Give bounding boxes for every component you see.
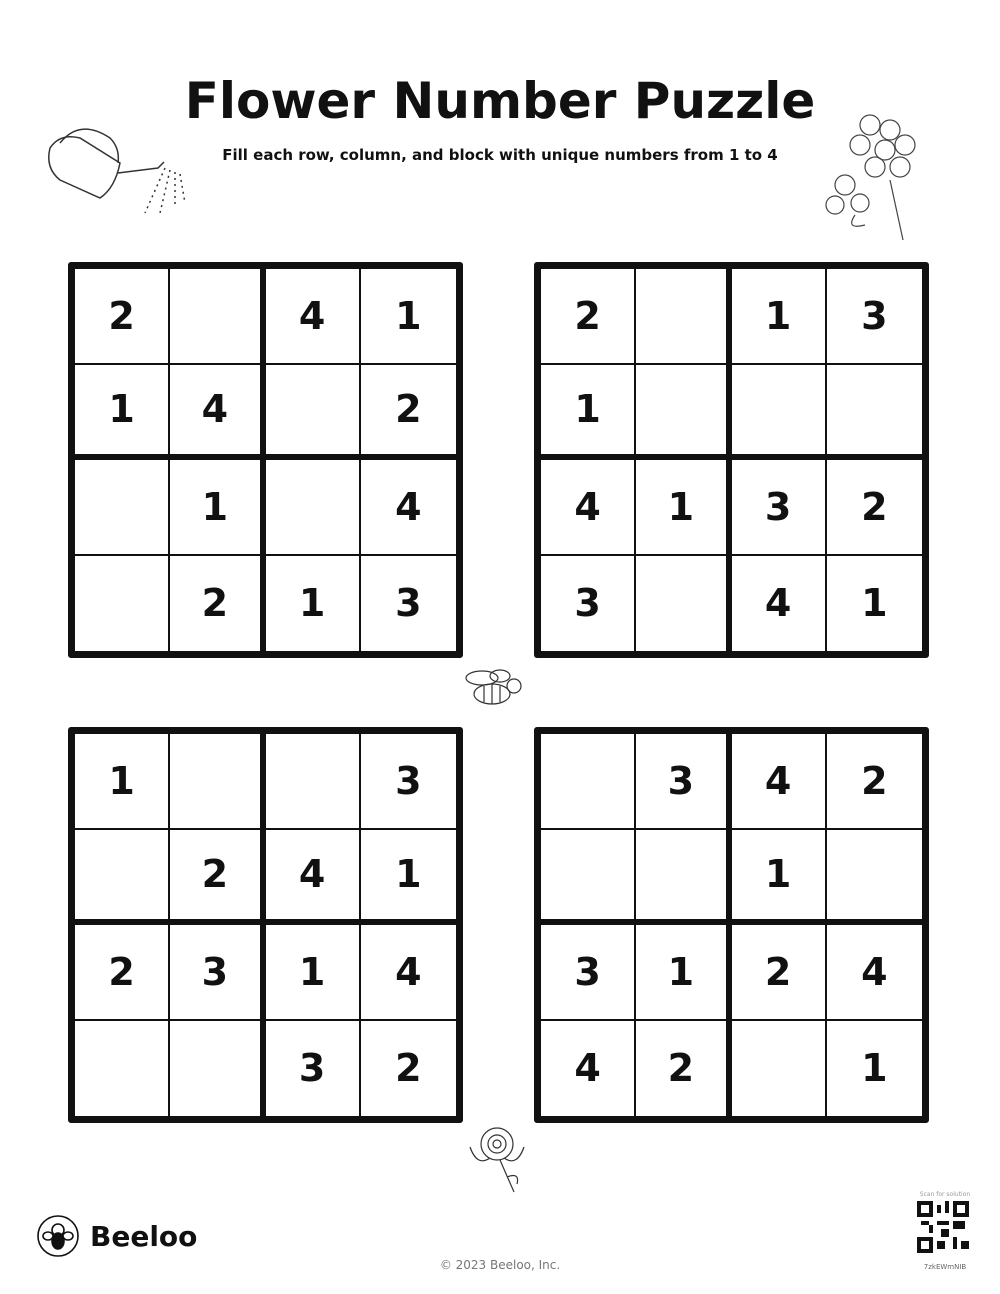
puzzle-cell[interactable]: 1	[266, 925, 361, 1021]
puzzle-cell[interactable]	[732, 1021, 827, 1117]
puzzle-cell[interactable]: 3	[541, 925, 636, 1021]
puzzle-cell[interactable]: 1	[361, 830, 456, 926]
puzzle-cell[interactable]: 4	[170, 365, 265, 461]
puzzle-cell[interactable]: 1	[75, 365, 170, 461]
puzzle-cell[interactable]: 2	[636, 1021, 731, 1117]
puzzle-cell[interactable]	[266, 734, 361, 830]
puzzle-cell[interactable]: 2	[732, 925, 827, 1021]
puzzle-cell[interactable]	[636, 830, 731, 926]
qr-code-id: 7zkEWmNIB	[923, 1263, 967, 1271]
puzzle-cell[interactable]: 4	[541, 460, 636, 556]
puzzle-cell[interactable]: 1	[75, 734, 170, 830]
qr-label: Scan for solution	[919, 1191, 971, 1198]
puzzle-cell[interactable]	[541, 830, 636, 926]
puzzle-cell[interactable]: 4	[361, 925, 456, 1021]
puzzle-cell[interactable]: 1	[732, 269, 827, 365]
copyright: © 2023 Beeloo, Inc.	[439, 1258, 561, 1272]
puzzle-cell[interactable]: 2	[170, 556, 265, 652]
puzzle-cell[interactable]	[636, 556, 731, 652]
puzzle-cell[interactable]	[827, 365, 922, 461]
puzzle-1	[68, 262, 463, 658]
puzzle-cell[interactable]	[75, 1021, 170, 1117]
puzzle-cell[interactable]: 1	[732, 830, 827, 926]
puzzle-cell[interactable]	[636, 365, 731, 461]
puzzle-cell[interactable]: 4	[732, 556, 827, 652]
puzzle-cell[interactable]: 4	[732, 734, 827, 830]
puzzle-cell[interactable]	[170, 269, 265, 365]
puzzle-2	[534, 262, 929, 658]
puzzle-cell[interactable]	[541, 734, 636, 830]
bee-icon	[462, 664, 532, 714]
instructions: Fill each row, column, and block with unique numbers from 1 to 4	[222, 146, 778, 164]
puzzle-cell[interactable]	[827, 830, 922, 926]
qr-code[interactable]	[917, 1201, 969, 1253]
puzzle-cell[interactable]: 2	[361, 365, 456, 461]
puzzle-cell[interactable]	[170, 734, 265, 830]
puzzle-cell[interactable]: 1	[861, 1046, 888, 1091]
puzzle-cell[interactable]	[170, 1021, 265, 1117]
bee-logo-icon	[36, 1214, 80, 1258]
puzzle-cell[interactable]: 3	[266, 1021, 361, 1117]
puzzle-cell[interactable]: 1	[636, 925, 731, 1021]
puzzle-cell[interactable]: 1	[541, 365, 636, 461]
puzzle-cell[interactable]: 2	[827, 734, 922, 830]
puzzle-cell[interactable]: 2	[170, 830, 265, 926]
puzzle-cell[interactable]: 1	[861, 581, 888, 626]
puzzle-cell[interactable]	[636, 269, 731, 365]
brand-logo	[36, 1214, 197, 1258]
puzzle-cell[interactable]: 2	[541, 269, 636, 365]
puzzle-cell[interactable]: 4	[266, 269, 361, 365]
puzzle-cell[interactable]: 4	[827, 925, 922, 1021]
puzzle-cell[interactable]: 3	[395, 581, 422, 626]
puzzle-cell[interactable]: 3	[170, 925, 265, 1021]
puzzle-cell[interactable]: 1	[361, 269, 456, 365]
rose-icon	[462, 1122, 532, 1194]
puzzle-3	[68, 727, 463, 1123]
puzzle-cell[interactable]: 3	[827, 269, 922, 365]
puzzle-cell[interactable]	[75, 556, 170, 652]
puzzle-cell[interactable]: 2	[75, 925, 170, 1021]
puzzle-cell[interactable]: 2	[75, 269, 170, 365]
puzzle-cell[interactable]	[266, 460, 361, 556]
puzzle-cell[interactable]: 3	[636, 734, 731, 830]
page-title: Flower Number Puzzle	[184, 72, 816, 130]
puzzle-cell[interactable]: 3	[541, 556, 636, 652]
puzzle-cell[interactable]: 4	[361, 460, 456, 556]
puzzle-cell[interactable]: 1	[170, 460, 265, 556]
watering-can-icon	[40, 118, 190, 223]
puzzle-cell[interactable]: 3	[361, 734, 456, 830]
puzzle-cell[interactable]	[732, 365, 827, 461]
puzzle-cell[interactable]: 1	[266, 556, 361, 652]
puzzle-cell[interactable]	[75, 460, 170, 556]
brand-name: Beeloo	[90, 1219, 198, 1253]
puzzle-4	[534, 727, 929, 1123]
puzzle-cell[interactable]: 1	[636, 460, 731, 556]
puzzle-cell[interactable]	[75, 830, 170, 926]
hydrangea-icon	[815, 95, 935, 245]
puzzle-cell[interactable]: 4	[266, 830, 361, 926]
puzzle-cell[interactable]: 2	[827, 460, 922, 556]
puzzle-cell[interactable]: 3	[732, 460, 827, 556]
puzzle-cell[interactable]	[266, 365, 361, 461]
puzzle-cell[interactable]: 2	[395, 1046, 422, 1091]
puzzle-cell[interactable]: 4	[541, 1021, 636, 1117]
